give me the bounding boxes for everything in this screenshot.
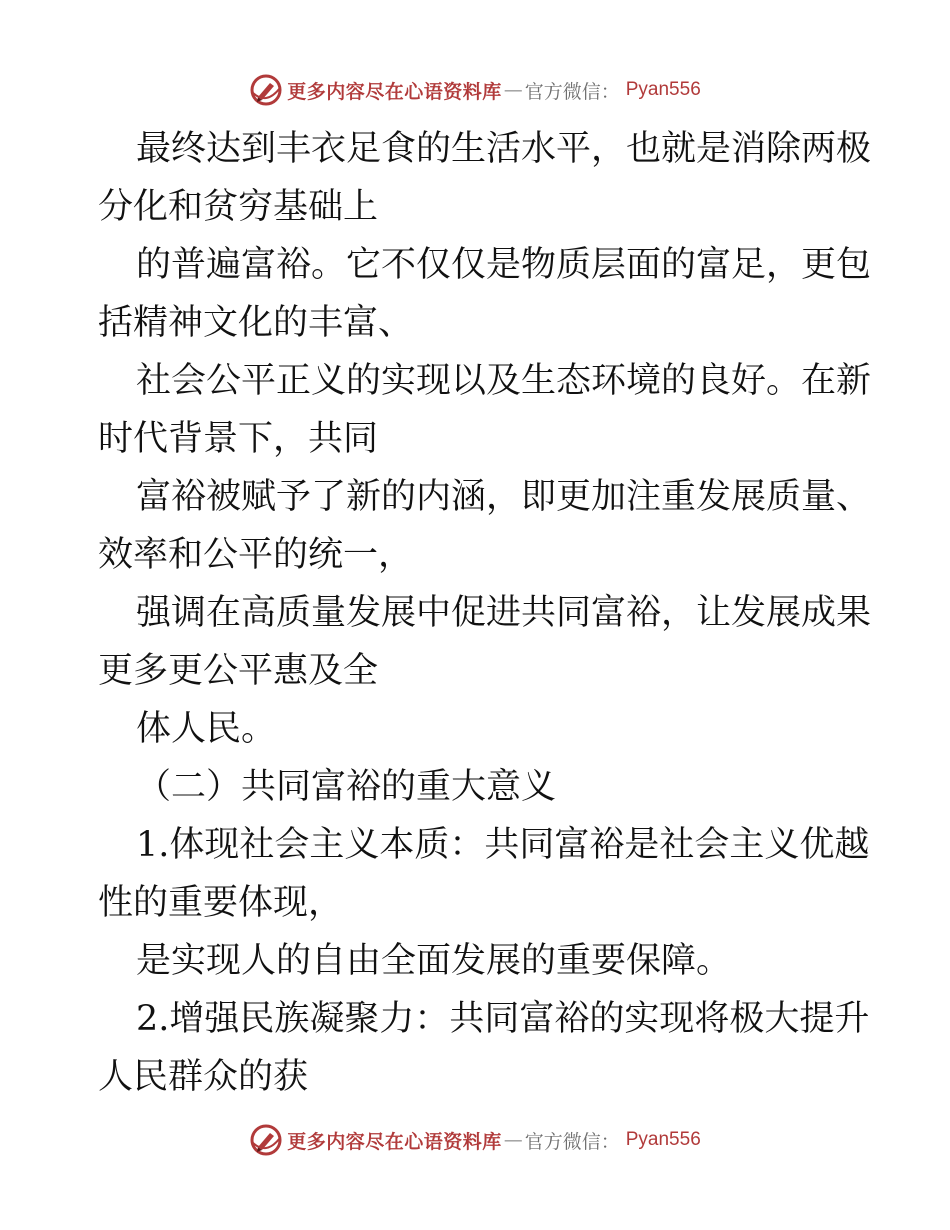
- body-line: 分化和贫穷基础上: [98, 187, 379, 227]
- section-heading: （二）共同富裕的重大意义: [136, 767, 557, 807]
- body-line: 最终达到丰衣足食的生活水平，也就是消除两极: [136, 129, 872, 169]
- body-line: 富裕被赋予了新的内涵，即更加注重发展质量、: [136, 477, 872, 517]
- body-line: 2.增强民族凝聚力：共同富裕的实现将极大提升: [136, 999, 870, 1039]
- body-line: 效率和公平的统一，: [98, 535, 414, 575]
- header-watermark: [0, 70, 950, 110]
- header-wechat-id: Pyan556: [625, 79, 701, 100]
- pen-circle-logo-icon: [249, 73, 283, 107]
- footer-separator: —: [503, 1129, 523, 1151]
- body-line: 社会公平正义的实现以及生态环境的良好。在新: [136, 361, 872, 401]
- body-line: 的普遍富裕。它不仅仅是物质层面的富足，更包: [136, 245, 872, 285]
- body-line: 体人民。: [136, 709, 277, 749]
- footer-watermark: [0, 1120, 950, 1160]
- footer-ad-text: 更多内容尽在心语资料库: [287, 1130, 502, 1153]
- body-line: 更多更公平惠及全: [98, 651, 379, 691]
- body-line: 括精神文化的丰富、: [98, 303, 414, 343]
- header-separator: —: [503, 79, 523, 101]
- header-wechat-label: 官方微信：: [524, 80, 620, 103]
- header-ad-text: 更多内容尽在心语资料库: [287, 80, 502, 103]
- document-body: [98, 120, 872, 1106]
- body-line: 时代背景下，共同: [98, 419, 379, 459]
- footer-wechat-label: 官方微信：: [524, 1130, 620, 1153]
- footer-wechat-id: Pyan556: [625, 1129, 701, 1150]
- body-line: 人民群众的获: [98, 1057, 309, 1097]
- pen-circle-logo-icon: [249, 1123, 283, 1157]
- body-line: 是实现人的自由全面发展的重要保障。: [136, 941, 732, 981]
- body-line: 强调在高质量发展中促进共同富裕，让发展成果: [136, 593, 872, 633]
- body-line: 性的重要体现，: [98, 883, 344, 923]
- body-line: 1.体现社会主义本质：共同富裕是社会主义优越: [136, 825, 870, 865]
